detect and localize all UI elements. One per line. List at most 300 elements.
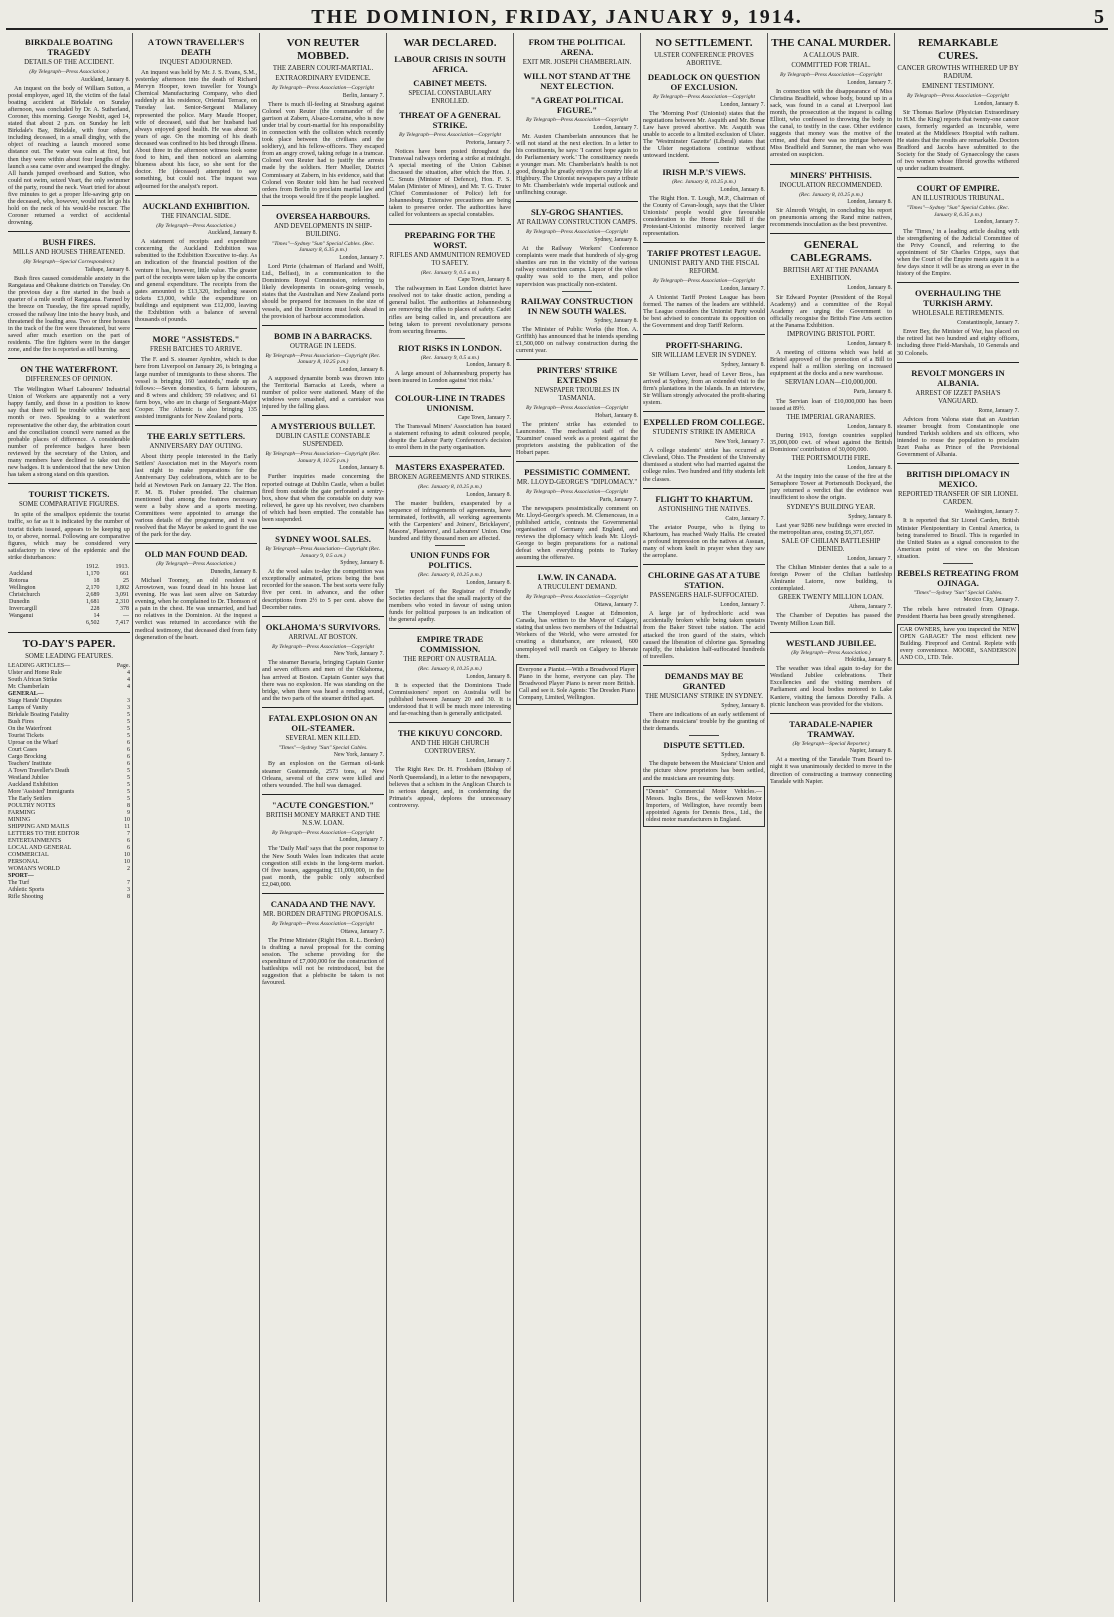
feature-page: 4 xyxy=(127,676,130,683)
page-number: 5 xyxy=(1094,6,1104,28)
subheading: MR. LLOYD-GEORGE'S "DIPLOMACY." xyxy=(516,479,638,487)
feature-item xyxy=(8,859,130,866)
dateline: Mexico City, January 7. xyxy=(963,597,1019,604)
table-row xyxy=(8,578,130,585)
article-body: Michael Toomey, an old resident of Arrowtown, was found dead in his house last evening. He was last seen alive on Saturday evening, when he complained to Dr. Thomson of a pain in the chest. He was unmarried, and had no relatives in the Dominion. At the inquest a verdict was returned in accordance with the medical testimony, that deceased died from fatty degeneration of the heart. xyxy=(135,576,257,641)
dateline: Cape Town, January 7. xyxy=(457,414,511,421)
feature-label: More 'Assisted' Immigrants xyxy=(8,788,75,795)
feature-label: PERSONAL xyxy=(8,858,40,865)
subheading: DETAILS OF THE ACCIDENT. xyxy=(24,59,114,66)
subheading: STUDENTS' STRIKE IN AMERICA xyxy=(652,429,756,437)
feature-item xyxy=(8,740,130,747)
headline: "ACUTE CONGESTION." xyxy=(271,799,375,810)
dateline: Sydney, January 8. xyxy=(721,362,765,369)
byline: By Telegraph—Press Association—Copyright xyxy=(906,93,1010,99)
feature-label: SHIPPING AND MAILS xyxy=(8,823,70,830)
article-body: The newspapers pessimistically comment on Mr. Lloyd-George's speech. M. Clemenceau, in a published article, contrasts the Governmental organisation of Germany and England, and reviews the diplomacy which leads Mr. Lloyd-George to begin preparations for a national defeat when everything points to Turkey assuming the offensive. xyxy=(516,504,638,562)
dateline: London, January 8. xyxy=(847,285,892,292)
article-body: An inquest on the body of William Sutton, a postal employee, aged 18, the victim of the fatal boating accident at Birkdale on Sunday afternoon, was concluded by Dr. A. Sutherland, Coroner, this morning. George Nesbit, aged 14, stated that about 2 p.m. on Sunday he left Birkdale's Bay, Birkdale, with four others, including deceased, in a small dinghy, with the object of reaching a launch moored some distance out. The water was calm at first, but then they were within about four lengths of the launch a sea came over and swamped the dinghy. All hands jumped overboard and Sutton, who could not swim, seized Veart, the only swimmer of the party, round the neck. Veart tried for about five minutes to get a proper life-saving grip on the deceased, who, however, would not let go his hold on the neck of his would-be rescuer. The Coroner returned a verdict of accidental drowning. xyxy=(8,84,130,227)
headline: OVERSEA HARBOURS. xyxy=(275,210,371,221)
byline: By Telegraph—Press Association—Copyright xyxy=(525,117,629,123)
article-body: A large jar of hydrochloric acid was accidentally broken while being taken upstairs from the Baker Street tube station. The acid attacked the iron guard of the stairs, which caused the liberation of chlorine gas. Spreading rapidly, the inhalation half-suffocated hundreds of travellers. xyxy=(643,610,765,660)
article-body: About thirty people interested in the Early Settlers' Association met in the Mayor's room last night to make preparations for the Anniversary Day celebrations, which are to be held at Newtown Park on January 22. The Hon. F. M. B. Fisher presided. The chairman mentioned that among the features necessary were a baby show and a sports meeting. Committees were appointed to arrange the various details of the programme, and it was resolved that the Mayor be asked to grant the use of the park for the day. xyxy=(135,453,257,539)
byline: (Rec. January 8, 10.25 p.m.) xyxy=(418,484,482,491)
headline: RIOT RISKS IN LONDON. xyxy=(398,342,502,353)
divider xyxy=(643,334,765,335)
subheading: COMMITTED FOR TRIAL. xyxy=(791,62,871,69)
subheading: MR. BORDEN DRAFTING PROPOSALS. xyxy=(263,911,383,918)
divider xyxy=(943,563,973,564)
article-body: A supposed dynamite bomb was thrown into the Territorial Barracks at Leeds, where a number of police were stationed. Many of the windows were smashed, and a caretaker was injured by the falling glass. xyxy=(262,374,384,411)
feature-label: ENTERTAINMENTS xyxy=(8,837,62,844)
dateline: London, January 7. xyxy=(339,254,384,261)
dateline: Sydney, January 8. xyxy=(594,317,638,324)
headline: TARADALE-NAPIER TRAMWAY. xyxy=(789,718,873,739)
dateline: Ottawa, January 7. xyxy=(340,928,384,935)
advertisement: Everyone a Pianist.—With a Broadwood Player Piano in the home, everyone can play. The Broadwood Player Piano is never more British. Call and see it. Sole Agents: The Dresden Piano Company, Limited, Wellington. xyxy=(516,664,638,705)
subheading: WHOLESALE RETIREMENTS. xyxy=(912,310,1004,318)
feature-page: 5 xyxy=(127,774,130,781)
headline: A TOWN TRAVELLER'S DEATH xyxy=(147,37,245,57)
dateline: London, January 7. xyxy=(847,79,892,86)
table-cell: 1,681 xyxy=(85,598,100,605)
article-body: It is expected that the Dominions Trade Commissioners' report on Australia will be published between January 20 and 30. It is understood that it will be much more interesting and far-reaching than is generally anticipated. xyxy=(389,681,511,718)
article-body: By an explosion on the German oil-tank steamer Gustemunde, 2573 tons, at New Orleans, several of the crew were killed and others wounded. The hull was damaged. xyxy=(262,760,384,789)
dateline: London, January 8. xyxy=(847,199,892,206)
feature-item xyxy=(8,789,130,796)
feature-item xyxy=(8,824,130,831)
feature-label: Auckland Exhibition xyxy=(8,781,59,788)
article-body: The weather was ideal again to-day for the Westland Jubilee celebrations. Their Excellencies and the visiting members of Parliament and local bodies motored to Lake Kaniere, visiting the famous Dorothy Falls. A picnic luncheon was provided for the visitors. xyxy=(770,665,892,708)
byline: (Rec. January 9, 0.5 a.m.) xyxy=(420,354,480,361)
feature-label: Mr. Chamberlain xyxy=(8,683,49,690)
feature-item xyxy=(8,838,130,845)
byline: By Telegraph—Press Association—Copyright xyxy=(779,72,883,78)
divider xyxy=(262,794,384,795)
article-body: Sir Almroth Wright, in concluding his report on pneumonia among the Rand mine natives, recommends inoculation as the best preventive. xyxy=(770,207,892,229)
divider xyxy=(643,488,765,489)
subheading: BRITISH ART AT THE PANAMA EXHIBITION. xyxy=(783,267,879,283)
divider xyxy=(389,628,511,629)
feature-label: Teachers' Institute xyxy=(8,760,52,767)
divider xyxy=(516,359,638,360)
divider xyxy=(389,456,511,457)
feature-page: 10 xyxy=(124,858,130,865)
subheading: A CALLOUS PAIR. xyxy=(803,52,859,59)
article-body: There is much ill-feeling at Strasburg against Colonel von Reuter (the commander of the garrison at Zabern, Alsace-Lorraine, who is now under trial by court-martial for his responsibility in connection with the collision which recently took place between the civilians and the soldiery), and his fellow-officers. They escaped from an angry crowd, taking refuge in a tramcar. Colonel von Reuter had to justify the arrests made by the soldiers. Herr Mueller, District Commissary at Zabern, in his evidence, said that Colonel von Reuter told him he had received orders from Berlin to proclaim martial law and that the troops would fire if the people laughed. xyxy=(262,100,384,200)
dateline: London, January 7. xyxy=(974,219,1019,226)
feature-label: The Early Settlers xyxy=(8,795,52,802)
feature-item xyxy=(8,712,130,719)
feature-item xyxy=(8,845,130,852)
subheading: GREEK TWENTY MILLION LOAN. xyxy=(778,594,884,602)
divider xyxy=(262,205,384,206)
features-list xyxy=(8,663,130,901)
headline: OLD MAN FOUND DEAD. xyxy=(144,549,248,560)
subheading: THE IMPERIAL GRANARIES. xyxy=(786,413,876,421)
dateline: London, January 7. xyxy=(720,602,765,609)
byline: By Telegraph—Press Association—Copyright xyxy=(652,278,756,285)
feature-item xyxy=(8,782,130,789)
table-header-row xyxy=(8,564,130,571)
headline: COLOUR-LINE IN TRADES UNIONISM. xyxy=(394,392,506,413)
dateline: Sydney, January 8. xyxy=(848,513,892,520)
feature-item xyxy=(8,810,130,817)
headline: FROM THE POLITICAL ARENA. xyxy=(528,37,626,57)
article-body: In spite of the smallpox epidemic the tourist traffic, so far as it is indicated by the number of tourist tickets issued, appears to be keeping up to, or above, normal. Following are comparative figures, which may be considered very satisfactory in view of the epidemic and the strike disturbances: xyxy=(8,511,130,561)
feature-label: Court Cases xyxy=(8,746,38,753)
article-body: A college students' strike has occurred at Cleveland, Ohio. The President of the University dismissed a student who had married against the college rules. Two hundred and fifty students left the classes. xyxy=(643,447,765,483)
article-body: Notices have been posted throughout the Transvaal railways ordering a strike at midnight. A special meeting of the Union Cabinet discussed the situation, after which the Hon. J. C. Smuts (Minister of Defence), Hon. F. S. Malan (Minister of Mines), and Mr. T. G. Truter (Chief Commissioner of Police) left for Johannesburg. Extensive precautions are being taken to preserve order. The authorities have called for volunteers as special constables. xyxy=(389,147,511,219)
article-body: The Minister of Public Works (the Hon. A. Griffith) has announced that he intends spending £1,500,000 on railway construction during the current year. xyxy=(516,325,638,354)
subheading: SYDNEY'S BUILDING YEAR. xyxy=(786,503,876,511)
table-cell: 1913. xyxy=(115,563,129,570)
feature-label: LOCAL AND GENERAL xyxy=(8,844,72,851)
divider xyxy=(897,177,1019,178)
feature-item xyxy=(8,670,130,677)
byline: By Telegraph—Press Association—Copyright (Rec. January 8, 10.25 p.m.) xyxy=(265,451,381,464)
subheading: UNIONIST PARTY AND THE FISCAL REFORM. xyxy=(648,260,760,276)
feature-page: 4 xyxy=(127,683,130,690)
subheading: SPECIAL CONSTABULARY ENROLLED. xyxy=(408,90,492,105)
article-body: The Chilian Minister denies that a sale to a foreign Power of the Chilian battleship Almirante Latorre, now building, is contemplated. xyxy=(770,563,892,593)
article-body: Bush fires caused considerable anxiety in the Rangataua and Ohakune districts on Tuesday. On the previous day a fire started in the bush a quarter of a mile south of Rangataua. Fanned by the breeze on Tuesday, the fire spread rapidly, crossed the railway line into the heavy bush, and threatened the loading area. Two or three houses in the track of the fire were threatened, but were saved after much exertion on the part of residents. The fire fighters were in the danger zone, and the fire is reported as still burning. xyxy=(8,275,130,353)
subheading: THE ZABERN COURT-MARTIAL. xyxy=(272,65,374,72)
dateline: Sydney, January 8. xyxy=(721,702,765,709)
feature-item xyxy=(8,831,130,838)
headline: CANADA AND THE NAVY. xyxy=(270,899,376,909)
subheading: "A GREAT POLITICAL FIGURE." xyxy=(530,95,624,115)
subheading: ULSTER CONFERENCE PROVES ABORTIVE. xyxy=(654,52,754,67)
feature-page: 3 xyxy=(127,886,130,893)
article-body: The Servian loan of £10,000,000 has been issued at 89½. xyxy=(770,397,892,412)
dateline: Napier, January 8. xyxy=(849,748,892,755)
feature-item xyxy=(8,761,130,768)
article-body: During 1913, foreign countries supplied 35,000,000 cwt. of wheat against the British Dominions' contribution of 30,000,000. xyxy=(770,431,892,453)
article-body: The Wellington Wharf Labourers' Industrial Union of Workers are apparently not a very happy family, and those in a position to know say that there will be trouble within the next month or two. Speaking to a waterfront representative the other day, the arbitration court and the conciliation council were named as the probable places of difference. A considerable number of preference badges have been reviewed by the secretary of the Union, and many members have declined to take out the new badges. It is understood that the new Union has taken a strong stand on this question. xyxy=(8,386,130,479)
byline: By Telegraph—Press Association—Copyright xyxy=(525,405,629,412)
headline: BIRKDALE BOATING TRAGEDY xyxy=(25,37,113,57)
divider xyxy=(135,328,257,329)
table-cell: Dunedin xyxy=(9,598,30,605)
subheading: SALE OF CHILIAN BATTLESHIP DENIED. xyxy=(781,537,881,553)
article-body: The 'Morning Post' (Unionist) states that the negotiations between Mr. Asquith and Mr. Bonar Law have proved abortive. Mr. Asquith was unable to accede to a limited exclusion of Ulster. The 'Westminster Gazette' (Liberal) states that the Ulster negotiations continue without untoward incident. xyxy=(643,109,765,160)
feature-page: 4 xyxy=(127,669,130,676)
subheading: CANCER GROWTHS WITHERED UP BY RADIUM. xyxy=(897,65,1019,80)
table-cell xyxy=(8,620,71,627)
headline: THE CANAL MURDER. xyxy=(771,37,891,49)
dateline: Dunedin, January 8. xyxy=(210,568,257,575)
divider xyxy=(135,425,257,426)
feature-page: 5 xyxy=(127,781,130,788)
feature-label: POULTRY NOTES xyxy=(8,802,56,809)
feature-label: COMMERCIAL xyxy=(8,851,49,858)
table-row xyxy=(8,613,130,620)
subheading: EXTRAORDINARY EVIDENCE. xyxy=(275,75,371,82)
feature-label: South African Strike xyxy=(8,676,58,683)
dateline: London, January 8. xyxy=(847,465,892,472)
subheading: BROKEN AGREEMENTS AND STRIKES. xyxy=(389,474,511,482)
subheading: THE FINANCIAL SIDE. xyxy=(161,212,231,220)
feature-page: 6 xyxy=(127,746,130,753)
dateline: London, January 7. xyxy=(720,101,765,108)
table-cell: Auckland xyxy=(9,570,33,577)
byline: By Telegraph—Press Association—Copyright (Rec. January 9, 0.5 a.m.) xyxy=(265,546,381,559)
feature-page: 5 xyxy=(127,718,130,725)
feature-label: Birkdale Boating Fatality xyxy=(8,711,69,718)
dateline: Hokitika, January 8. xyxy=(844,657,892,664)
feature-label: Athletic Sports xyxy=(8,886,45,893)
headline: REMARKABLE CURES. xyxy=(917,37,999,62)
feature-page: Page. xyxy=(116,662,130,669)
feature-item xyxy=(8,796,130,803)
byline: By Telegraph—Press Association—Copyright xyxy=(525,489,629,496)
column-6 xyxy=(641,33,768,1602)
divider xyxy=(689,162,719,163)
divider xyxy=(689,735,719,736)
byline: (By Telegraph—Press Association.) xyxy=(791,649,871,656)
subheading: EMINENT TESTIMONY. xyxy=(921,83,995,90)
headline: TO-DAY'S PAPER. xyxy=(22,637,116,650)
subheading: IMPROVING BRISTOL PORT. xyxy=(786,330,876,338)
subheading: BRITISH MONEY MARKET AND THE N.S.W. LOAN. xyxy=(266,811,380,827)
divider xyxy=(770,164,892,165)
dateline: London, January 8. xyxy=(466,673,511,680)
feature-page: 11 xyxy=(124,823,130,830)
divider xyxy=(516,461,638,462)
headline: IRISH M.P.'S VIEWS. xyxy=(662,167,746,178)
table-cell: 7,417 xyxy=(115,619,129,626)
headline: UNION FUNDS FOR POLITICS. xyxy=(410,550,490,571)
dateline: London, January 7. xyxy=(466,758,511,765)
feature-page: 5 xyxy=(127,795,130,802)
article-body: The rebels have retreated from Ojinaga. President Huerta has been greatly strengthened. xyxy=(897,605,1019,620)
subheading: THREAT OF A GENERAL STRIKE. xyxy=(399,110,501,130)
feature-label: Tourist Tickets xyxy=(8,732,44,739)
subheading: FRESH BATCHES TO ARRIVE. xyxy=(150,346,242,354)
dateline: Sydney, January 8. xyxy=(340,560,384,567)
feature-page: 6 xyxy=(127,760,130,767)
headline: BUSH FIRES. xyxy=(42,237,96,248)
headline: WAR DECLARED. xyxy=(403,37,497,49)
article-body: Further inquiries made concerning the reported outrage at Dublin Castle, when a bullet fired from outside the gate perforated a sentry-box, show that when the constable on duty was relieved, he gave up his revolver, two chambers of which had been emptied. The constable has been suspended. xyxy=(262,473,384,523)
feature-item xyxy=(8,775,130,782)
byline: "Times"—Sydney "Sun" Special Cables. xyxy=(913,589,1003,596)
subheading: ASTONISHING THE NATIVES. xyxy=(657,505,751,513)
byline: (Rec. January 8, 10.25 p.m.) xyxy=(672,179,736,186)
headline: DEMANDS MAY BE GRANTED xyxy=(664,670,744,691)
feature-label: On the Waterfront xyxy=(8,725,52,732)
article-body: Sir William Lever, head of Lever Bros., has arrived at Sydney, from an extended visit to the firm's plantations in the Islands. In an interview, Sir William strongly advocated the profit-sharing system. xyxy=(643,370,765,406)
feature-page: 5 xyxy=(127,788,130,795)
table-cell: 228 xyxy=(90,605,100,612)
table-cell: 3,091 xyxy=(115,591,129,598)
subheading: DIFFERENCES OF OPINION. xyxy=(25,376,113,384)
table-cell: 661 xyxy=(120,570,129,577)
article-body: Mr. Austen Chamberlain announces that he will not stand at the next election. In a letter to his constituents, he says: 'I cannot hope again to do Parliamentary work.' The constituency needs a younger man. Mr. Chamberlain's health is not good, though he greatly enjoys the country life at Highbury. The Unionist newspapers pay a tribute to Mr. Chamberlain's wide imperial outlook and unflinching courage. xyxy=(516,132,638,197)
byline: By Telegraph—Press Association—Copyright xyxy=(271,829,375,836)
feature-item xyxy=(8,817,130,824)
headline: EXPELLED FROM COLLEGE. xyxy=(643,417,765,428)
byline: "Times"—Sydney "Sun" Special Cables. (Rec. January 8, 6.35 p.m.) xyxy=(906,205,1010,218)
advertisement: CAR OWNERS, have you inspected the NEW OPEN GARAGE? The most efficient new Building. Fireproof and Central. Replete with every convenience. MOORE, SANDERSON AND CO., LTD. Tele. xyxy=(897,624,1019,665)
article-body: There are indications of an early settlement of the theatre musicians' trouble by the granting of their demands. xyxy=(643,711,765,733)
article-body: At a meeting of the Taradale Tram Board to-night it was unanimously decided to move in the direction of constructing a tramway connecting Taradale with Napier. xyxy=(770,756,892,785)
table-cell: 2,310 xyxy=(115,598,129,605)
feature-label: Bush Fires xyxy=(8,718,34,725)
column-5 xyxy=(514,33,641,1602)
feature-item xyxy=(8,894,130,901)
headline: A MYSTERIOUS BULLET. xyxy=(270,421,376,432)
article-body: Sir Edward Poynter (President of the Royal Academy) and a committee of the Royal Academy are urging the Government to officially recognise the British Fine Arts section at the Panama Exhibition. xyxy=(770,293,892,329)
article-body: Lord Pirrie (chairman of Harland and Wolff, Ltd., Belfast), in a communication to the Dominions Royal Commission, referring to likely developments in ocean-going vessels, states that the Australian and New Zealand ports should be prepared for increases in the size of vessels, and the Dominions must look ahead in the provision of harbour accommodation. xyxy=(262,263,384,320)
article-body: In connection with the disappearance of Miss Christina Bradfield, whose body, bound up in a sack, was found in a canal at Liverpool last month, the prosecution at the inquest is calling Elliott, who confessed to throwing the body in the canal, to testify in the case. Other evidence suggests that money was the motive of the crime, and that there was no intrigue between Miss Bradfield and Sumner, the man who was arrested on suspicion. xyxy=(770,87,892,159)
dateline: Paris, January 7. xyxy=(599,496,638,503)
dateline: London, January 8. xyxy=(339,465,384,472)
dateline: Washington, January 7. xyxy=(964,509,1019,516)
subheading: SOME COMPARATIVE FIGURES. xyxy=(18,501,120,509)
feature-page: 9 xyxy=(127,809,130,816)
dateline: Constantinople, January 7. xyxy=(957,320,1019,327)
divider xyxy=(8,632,130,633)
feature-page: 6 xyxy=(127,753,130,760)
feature-label: Cargo Brocking xyxy=(8,753,47,760)
article-body: The steamer Bavaria, bringing Captain Gunter and seven officers and men of the Oklahoma, has arrived at Boston. Captain Gunter says that there was no explosion. He was standing on the bridge, when there was heard a rending sound, and the two parts of the steamer drifted apart. xyxy=(262,659,384,702)
headline: PREPARING FOR THE WORST. xyxy=(404,229,496,250)
headline: PESSIMISTIC COMMENT. xyxy=(524,467,630,478)
feature-item xyxy=(8,852,130,859)
masthead xyxy=(6,6,1108,30)
feature-label: Lamps of Vanity xyxy=(8,704,48,711)
feature-page: 6 xyxy=(127,844,130,851)
table-cell: Christchurch xyxy=(9,591,40,598)
feature-page: 5 xyxy=(127,732,130,739)
subheading: LABOUR CRISIS IN SOUTH AFRICA. xyxy=(394,54,506,74)
divider xyxy=(897,282,1019,283)
divider xyxy=(770,713,892,714)
feature-page: 3 xyxy=(127,697,130,704)
subheading: AN ILLUSTRIOUS TRIBUNAL. xyxy=(911,195,1005,203)
feature-item xyxy=(8,691,130,698)
feature-item xyxy=(8,719,130,726)
table-row xyxy=(8,585,130,592)
article-body: Advices from Valona state that an Austrian steamer brought from Constantinople one hundred Turkish soldiers and six officers, who intended to rouse the population to proclaim Izzet Pasha as Prince of the Provisional Government of Albania. xyxy=(897,415,1019,459)
subheading: CABINET MEETS. xyxy=(413,78,487,88)
feature-page: 5 xyxy=(127,725,130,732)
subheading: THE MUSICIANS' STRIKE IN SYDNEY. xyxy=(645,692,763,700)
feature-label: Uproar on the Wharf xyxy=(8,739,59,746)
subheading: AND DEVELOPMENTS IN SHIP-BUILDING. xyxy=(274,222,372,238)
table-cell: Invercargill xyxy=(9,605,37,612)
divider xyxy=(262,325,384,326)
subheading: DUBLIN CASTLE CONSTABLE SUSPENDED. xyxy=(275,433,371,449)
article-body: A meeting of citizens which was held at Bristol approved of the promotion of a Bill to expend half a million sterling on increased equipment at the docks and a new warehouse. xyxy=(770,349,892,378)
dateline: Sydney, January 8. xyxy=(721,752,765,759)
headline: SLY-GROG SHANTIES. xyxy=(530,207,624,218)
article-body: The Right Hon. T. Lough, M.P., Chairman of the County of Cavan-lough, says that the Ulster Unionists' people would give favourable consideration to the Home Rule Bill if the Protestant-Unionist minority received larger representation. xyxy=(643,194,765,238)
headline: WESTLAND JUBILEE. xyxy=(785,637,877,648)
dateline: London, January 8. xyxy=(720,186,765,193)
byline: (Rec. January 8, 10.25 p.m.) xyxy=(799,191,863,198)
headline: SYDNEY WOOL SALES. xyxy=(275,534,371,545)
table-cell: 2,170 xyxy=(85,584,100,591)
column-2 xyxy=(133,33,260,1602)
headline: NO SETTLEMENT. xyxy=(655,37,753,49)
divider xyxy=(262,415,384,416)
dateline: Auckland, January 8. xyxy=(80,76,130,83)
byline: "Times"—Sydney "Sun" Special Cables. (Rec. January 8, 6.35 p.m.) xyxy=(271,240,375,254)
divider xyxy=(8,483,130,484)
headline: BRITISH DIPLOMACY IN MEXICO. xyxy=(906,469,1010,490)
article-body: It is reported that Sir Lionel Carden, British Minister Plenipotentiary in Central America, is being transferred to Brazil. This is regarded in the United States as a signal concession to the American point of view on the Mexican situation. xyxy=(897,517,1019,560)
divider xyxy=(135,195,257,196)
byline: By Telegraph—Press Association—Copyright xyxy=(652,94,756,100)
masthead-title: THE DOMINION, FRIDAY, JANUARY 9, 1914. xyxy=(311,5,803,28)
headline: PRINTERS' STRIKE EXTENDS xyxy=(536,365,618,386)
feature-label: WOMAN'S WORLD xyxy=(8,865,60,872)
article-body: The F. and S. steamer Ayrshire, which is due here from Liverpool on January 26, is bringing a large number of immigrants to these shores. The vessel is bringing 160 'assisteds,' made up as follows:—Seven domestics, 6 farm labourers, and 8 wives and children; 59 relatives; and 61 farm boys, who are in charge of Sergeant-Major Cooper. The Athenic is also bringing 135 assisted immigrants for New Zealand ports. xyxy=(135,356,257,421)
byline: (Rec. January 8, 10.25 p.m.) xyxy=(418,572,482,579)
dateline: Cape Town, January 8. xyxy=(457,277,511,284)
subheading: OUTRAGE IN LEEDS. xyxy=(290,342,356,350)
dateline: New York, January 7. xyxy=(333,651,384,658)
table-row xyxy=(8,599,130,606)
article-body: The Transvaal Miners' Association has issued a statement refusing to admit coloured people, despite the Labour Party Conference's decision to enrol them in the party organisation. xyxy=(389,422,511,451)
table-total-row xyxy=(8,620,130,627)
feature-page: 7 xyxy=(127,830,130,837)
byline: By Telegraph—Press Association—Copyright xyxy=(398,132,502,138)
feature-page: 6 xyxy=(127,837,130,844)
dateline: London, January 8. xyxy=(974,100,1019,107)
feature-item xyxy=(8,887,130,894)
article-body: A large amount of Johannesburg property has been insured in London against 'riot risks.' xyxy=(389,370,511,385)
article-body: The printers' strike has extended to Launceston. The mechanical staff of the 'Examiner' ceased work as a protest against the proprietors assisting the publication of the Hobart paper. xyxy=(516,420,638,457)
subheading: SERVIAN LOAN—£10,000,000. xyxy=(785,379,877,387)
column-4 xyxy=(387,33,514,1602)
subheading: RIFLES AND AMMUNITION REMOVED TO SAFETY. xyxy=(389,251,511,267)
subheading: MILLS AND HOUSES THREATENED. xyxy=(12,249,126,257)
subheading: EXIT MR. JOSEPH CHAMBERLAIN. xyxy=(522,59,632,66)
feature-item xyxy=(8,663,130,670)
headline: VON REUTER MOBBED. xyxy=(286,37,360,62)
divider xyxy=(389,224,511,225)
headline: MORE "ASSISTEDS." xyxy=(152,334,240,345)
headline: THE EARLY SETTLERS. xyxy=(147,431,245,442)
feature-item xyxy=(8,726,130,733)
table-cell: 25 xyxy=(123,577,129,584)
divider xyxy=(516,201,638,202)
dateline: Pretoria, January 7. xyxy=(465,139,511,146)
headline: REVOLT MONGERS IN ALBANIA. xyxy=(911,367,1005,388)
dateline: London, January 8. xyxy=(466,491,511,498)
divider xyxy=(643,411,765,412)
headline: THE KIKUYU CONCORD. xyxy=(397,728,503,739)
article-body: The report of the Registrar of Friendly Societies declares that the small majority of the members who voted in favour of using union funds for political purposes is an indication of the general apathy. xyxy=(389,587,511,624)
subheading: THE REPORT ON AUSTRALIA. xyxy=(403,656,497,664)
headline: BOMB IN A BARRACKS. xyxy=(274,330,372,341)
divider xyxy=(8,358,130,359)
dateline: Athens, January 7. xyxy=(848,604,892,611)
advertisement: "Dennis" Commercial Motor Vehicles.—Messrs. Inglis Bros., the well-known Motor Importers, of Wellington, have recently been appointed Agents for Dennis Bros., Ltd., the oldest motor manufacturers in England. xyxy=(643,786,765,827)
feature-page: 10 xyxy=(124,816,130,823)
tourist-figures-table xyxy=(8,564,130,627)
dateline: Cairo, January 7. xyxy=(725,515,765,522)
subheading: INQUEST ADJOURNED. xyxy=(159,59,233,66)
divider xyxy=(389,722,511,723)
divider xyxy=(897,362,1019,363)
dateline: London, January 8. xyxy=(339,366,384,373)
headline: RAILWAY CONSTRUCTION IN NEW SOUTH WALES. xyxy=(521,295,633,316)
